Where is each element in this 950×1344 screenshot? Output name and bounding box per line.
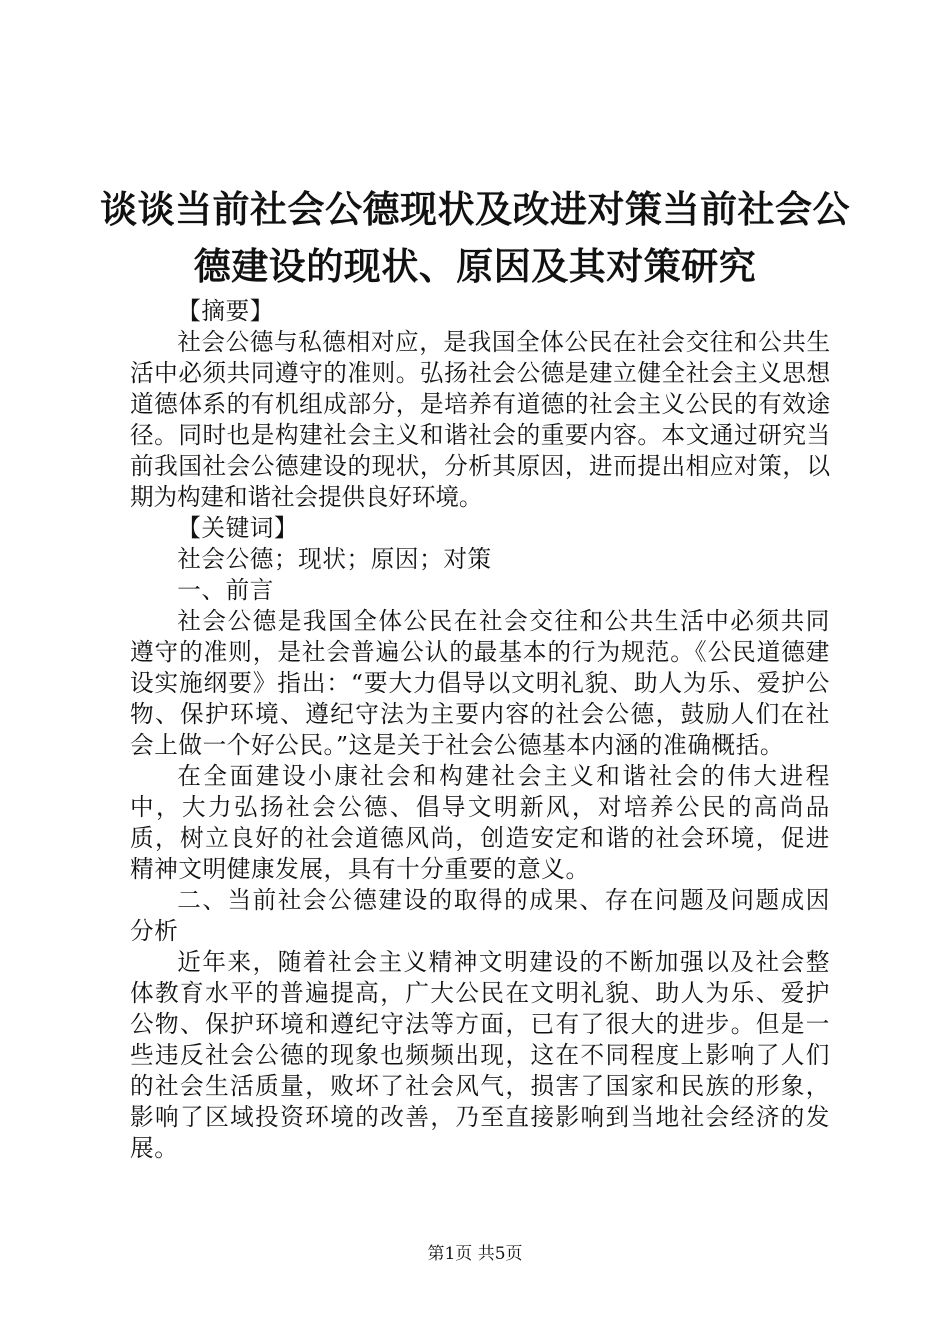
keywords-paragraph: 社会公德；现状；原因；对策 — [177, 545, 492, 573]
page-footer: 第1页 共5页 — [427, 1244, 523, 1264]
section2-paragraph-1: 近年来，随着社会主义精神文明建设的不断加强以及社会整体教育水平的普遍提高，广大公民在文明礼貌、助人为乐、爱护公物、保护环境和遵纪守法等方面，已有了很大的进步。但是一些违反社会公德的现象也频频出现，这在不同程度上影响了人们的社会生活质量，败坏了社会风气，损害了国家和民族的形象，影响了区域投资环境的改善，乃至直接影响到当地社会经济的发展。 — [130, 948, 830, 1162]
section1-heading: 一、前言 — [177, 576, 274, 604]
document-title-line1: 谈谈当前社会公德现状及改进对策当前社会公 — [100, 188, 850, 231]
abstract-paragraph: 社会公德与私德相对应，是我国全体公民在社会交往和公共生活中必须共同遵守的准则。弘扬社会公德是建立健全社会主义思想道德体系的有机组成部分，是培养有道德的社会主义公民的有效途径。同时也是构建社会主义和谐社会的重要内容。本文通过研究当前我国社会公德建设的现状，分析其原因，进而提出相应对策，以期为构建和谐社会提供良好环境。 — [130, 328, 830, 511]
section2-heading: 二、当前社会公德建设的取得的成果、存在问题及问题成因分析 — [130, 886, 830, 945]
document-body — [130, 296, 830, 1164]
document-title-line2: 德建设的现状、原因及其对策研究 — [193, 245, 757, 288]
section1-paragraph-1: 社会公德是我国全体公民在社会交往和公共生活中必须共同遵守的准则，是社会普遍公认的最基本的行为规范。《公民道德建设实施纲要》指出：“要大力倡导以文明礼貌、助人为乐、爱护公物、保护环境、遵纪守法为主要内容的社会公德，鼓励人们在社会上做一个好公民。”这是关于社会公德基本内涵的准确概括。 — [130, 607, 830, 759]
keywords-heading: 【关键词】 — [177, 514, 299, 542]
abstract-heading: 【摘要】 — [177, 297, 274, 325]
section1-paragraph-2: 在全面建设小康社会和构建社会主义和谐社会的伟大进程中，大力弘扬社会公德、倡导文明新风，对培养公民的高尚品质，树立良好的社会道德风尚，创造安定和谐的社会环境，促进精神文明健康发展，具有十分重要的意义。 — [130, 762, 830, 883]
